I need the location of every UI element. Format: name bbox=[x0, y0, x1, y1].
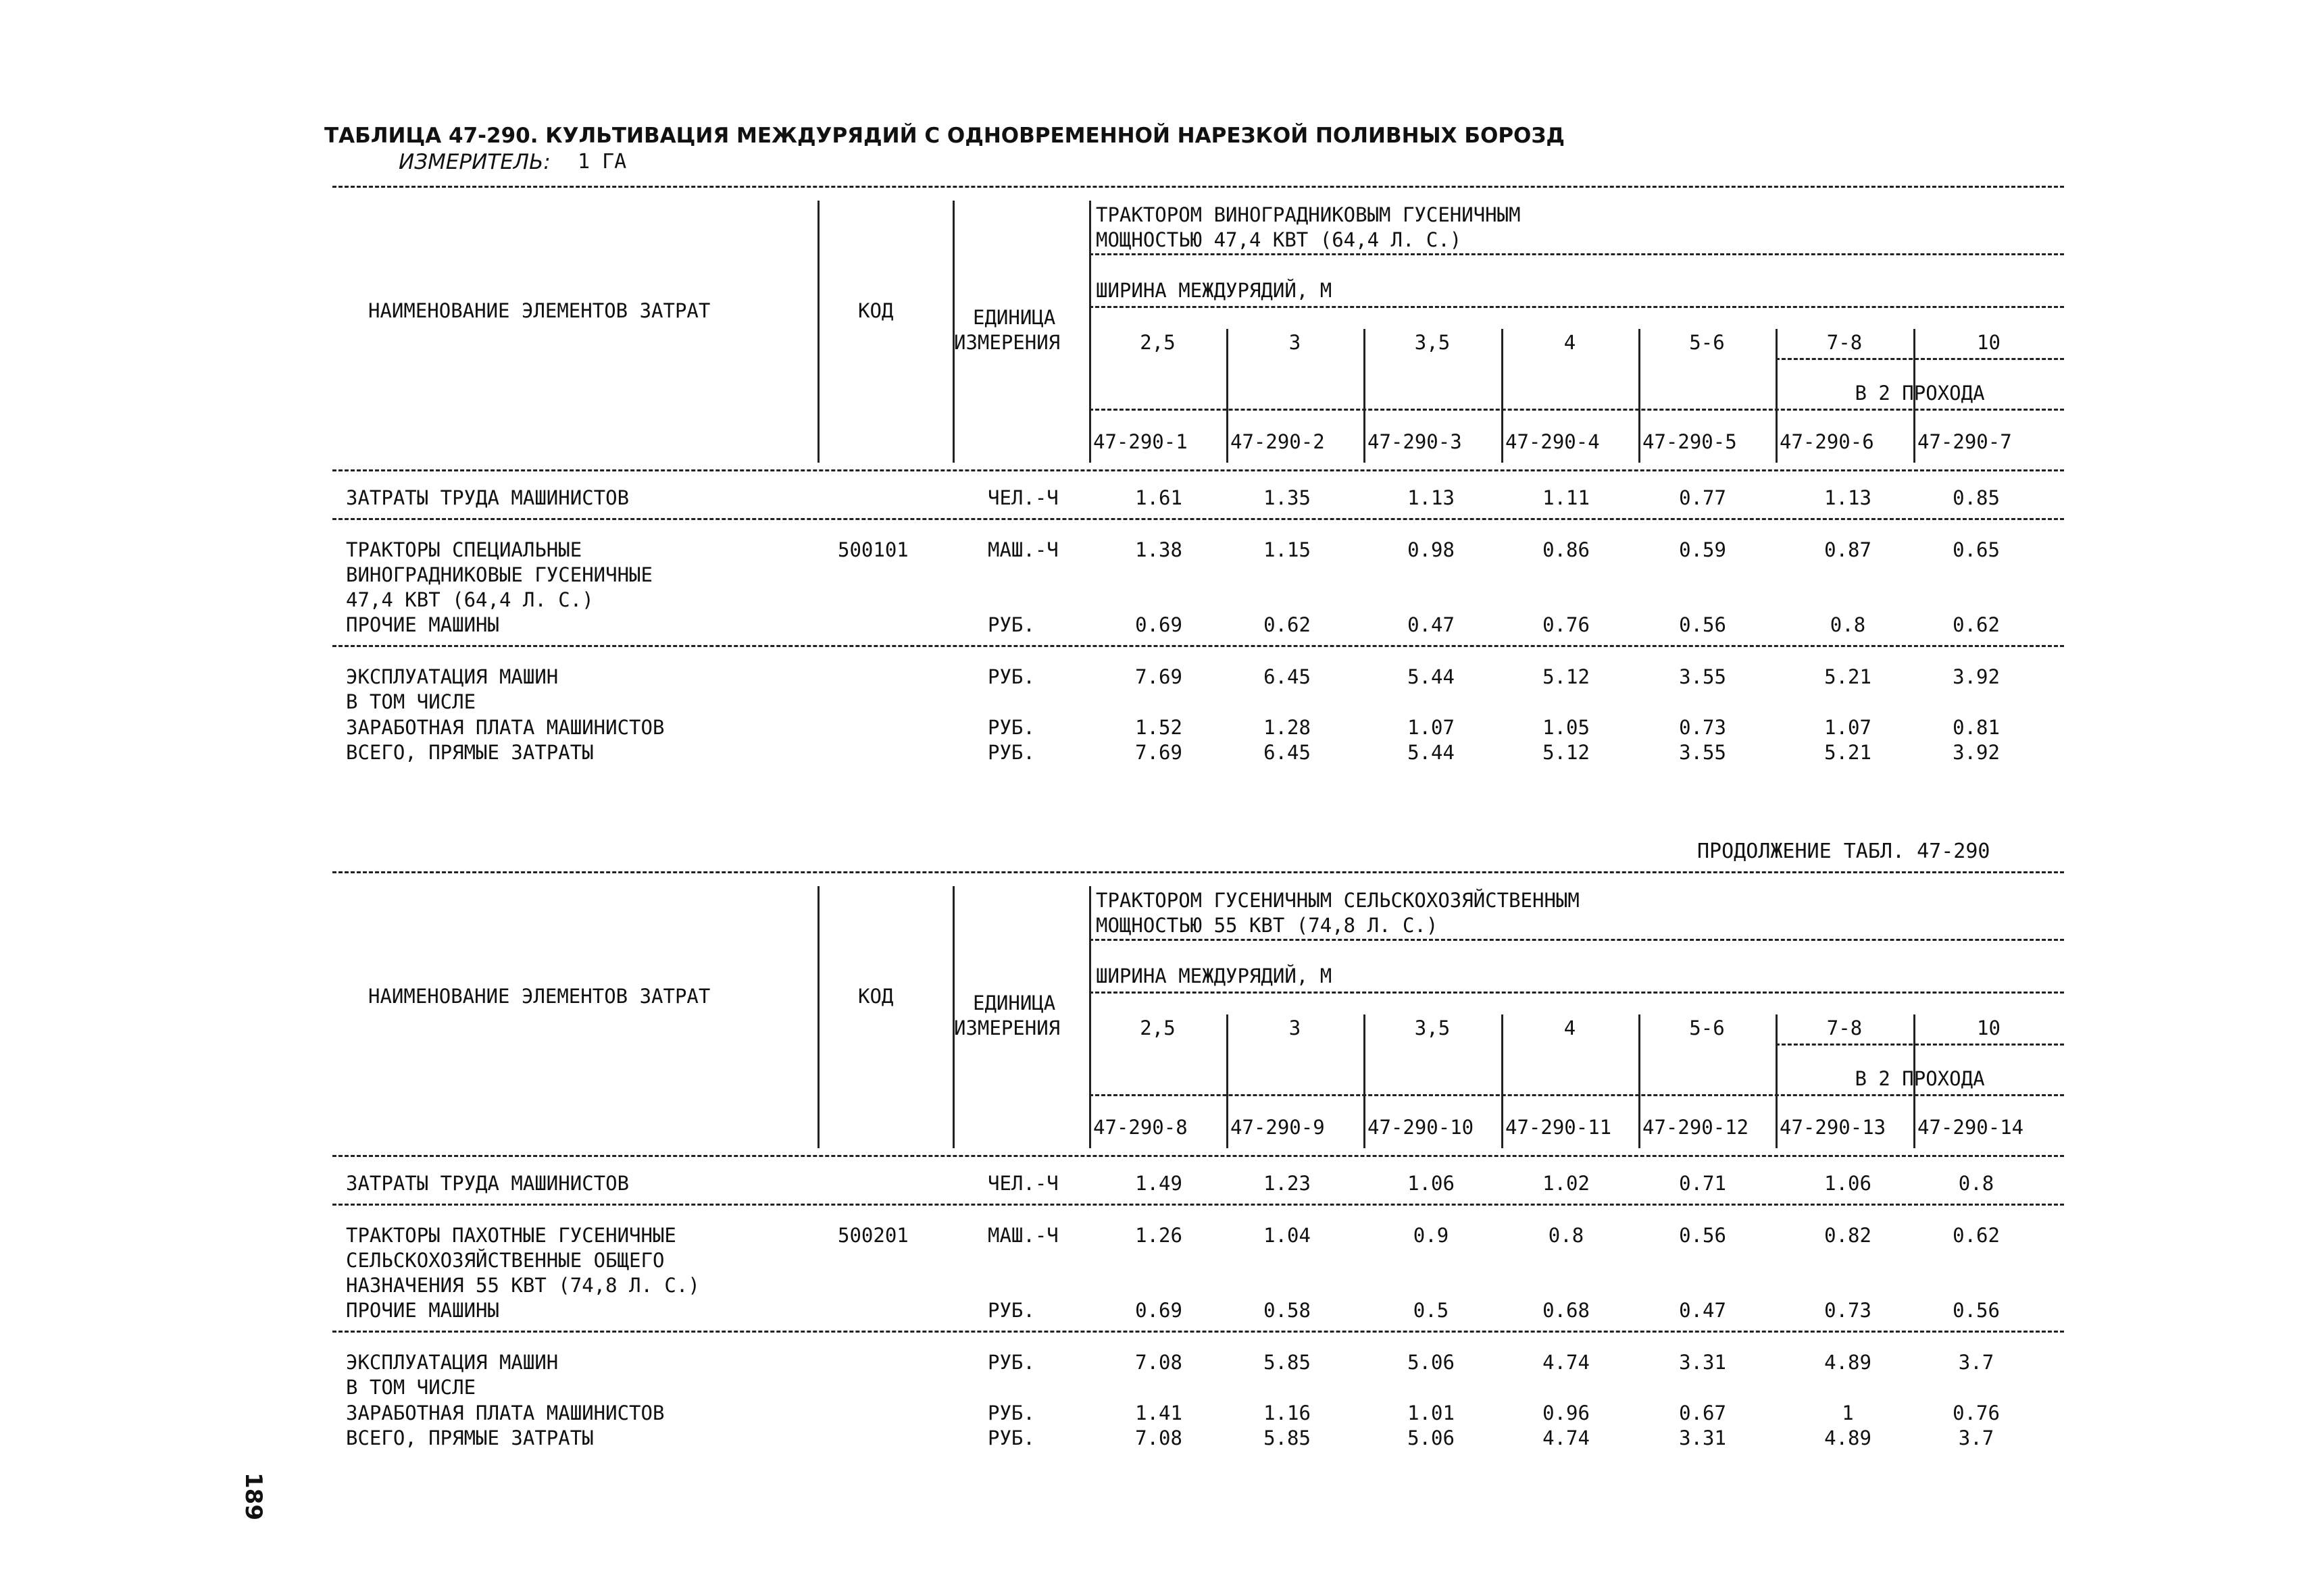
row-3-unit: РУБ. bbox=[988, 613, 1035, 636]
column-separator bbox=[1226, 1014, 1228, 1148]
code-5: 47-290-12 bbox=[1642, 1116, 1749, 1139]
tractor-title-line-1: ТРАКТОРОМ ГУСЕНИЧНЫМ СЕЛЬСКОХОЗЯЙСТВЕННЫМ bbox=[1096, 889, 1580, 912]
header-top-rule bbox=[332, 186, 2064, 188]
row-2-unit: МАШ.-Ч bbox=[988, 1224, 1059, 1247]
row-6-value-3: 5.44 bbox=[1407, 741, 1455, 764]
row-3-value-5: 0.47 bbox=[1679, 1299, 1726, 1322]
row-1-unit: ЧЕЛ.-Ч bbox=[988, 1172, 1059, 1195]
row-5-unit: РУБ. bbox=[988, 716, 1035, 739]
row-5-value-2: 1.16 bbox=[1263, 1401, 1311, 1424]
row-3-value-4: 0.68 bbox=[1542, 1299, 1590, 1322]
row-5-value-3: 1.07 bbox=[1407, 716, 1455, 739]
row-2-value-7: 0.62 bbox=[1953, 1224, 2000, 1247]
row-1-value-2: 1.23 bbox=[1263, 1172, 1311, 1195]
row-6-value-7: 3.7 bbox=[1958, 1426, 1994, 1449]
width-6: 7-8 bbox=[1826, 331, 1863, 354]
row-2-value-1: 1.38 bbox=[1135, 538, 1182, 561]
width-5: 5-6 bbox=[1689, 1016, 1725, 1039]
row-1-unit: ЧЕЛ.-Ч bbox=[988, 486, 1059, 509]
header-rule bbox=[1089, 306, 2064, 308]
row-4-name-line-1: ЭКСПЛУАТАЦИЯ МАШИН bbox=[346, 665, 559, 688]
row-2-value-1: 1.26 bbox=[1135, 1224, 1182, 1247]
row-5-value-6: 1 bbox=[1842, 1401, 1854, 1424]
row-6-name-line-1: ВСЕГО, ПРЯМЫЕ ЗАТРАТЫ bbox=[346, 741, 594, 764]
code-4: 47-290-11 bbox=[1505, 1116, 1612, 1139]
row-1-value-2: 1.35 bbox=[1263, 486, 1311, 509]
row-1-name-line-1: ЗАТРАТЫ ТРУДА МАШИНИСТОВ bbox=[346, 486, 630, 509]
row-6-value-5: 3.55 bbox=[1679, 741, 1726, 764]
row-4-value-3: 5.44 bbox=[1407, 665, 1455, 688]
column-name-header: НАИМЕНОВАНИЕ ЭЛЕМЕНТОВ ЗАТРАТ bbox=[368, 299, 711, 322]
row-3-value-5: 0.56 bbox=[1679, 613, 1726, 636]
page-number: 189 bbox=[240, 1472, 267, 1520]
row-4-value-7: 3.92 bbox=[1953, 665, 2000, 688]
header-bottom-rule bbox=[332, 469, 2064, 471]
header-rule bbox=[1776, 358, 2064, 360]
row-5-value-3: 1.01 bbox=[1407, 1401, 1455, 1424]
row-3-value-4: 0.76 bbox=[1542, 613, 1590, 636]
row-2-value-7: 0.65 bbox=[1953, 538, 2000, 561]
row-6-unit: РУБ. bbox=[988, 741, 1035, 764]
row-6-value-6: 5.21 bbox=[1824, 741, 1871, 764]
header-rule bbox=[1089, 992, 2064, 994]
row-5-unit: РУБ. bbox=[988, 1401, 1035, 1424]
code-3: 47-290-3 bbox=[1367, 430, 1462, 453]
row-rule bbox=[332, 1204, 2064, 1206]
row-4-value-6: 4.89 bbox=[1824, 1351, 1871, 1374]
row-1-value-3: 1.06 bbox=[1407, 1172, 1455, 1195]
column-separator bbox=[1638, 1014, 1640, 1148]
row-1-value-3: 1.13 bbox=[1407, 486, 1455, 509]
row-6-value-6: 4.89 bbox=[1824, 1426, 1871, 1449]
table-title: ТАБЛИЦА 47-290. КУЛЬТИВАЦИЯ МЕЖДУРЯДИЙ С ОДНОВРЕМЕННОЙ НАРЕЗКОЙ ПОЛИВНЫХ БОРОЗД bbox=[324, 124, 1565, 148]
code-5: 47-290-5 bbox=[1642, 430, 1737, 453]
row-5-name-line-1: ЗАРАБОТНАЯ ПЛАТА МАШИНИСТОВ bbox=[346, 1401, 665, 1424]
row-2-value-3: 0.98 bbox=[1407, 538, 1455, 561]
row-6-value-5: 3.31 bbox=[1679, 1426, 1726, 1449]
row-3-name-line-1: ПРОЧИЕ МАШИНЫ bbox=[346, 613, 499, 636]
header-rule bbox=[1089, 253, 2064, 255]
width-1: 2,5 bbox=[1140, 1016, 1176, 1039]
header-bottom-rule bbox=[332, 1155, 2064, 1157]
width-7: 10 bbox=[1977, 331, 2001, 354]
header-rule bbox=[1089, 939, 2064, 941]
row-6-value-4: 4.74 bbox=[1542, 1426, 1590, 1449]
row-1-value-1: 1.61 bbox=[1135, 486, 1182, 509]
row-3-value-1: 0.69 bbox=[1135, 1299, 1182, 1322]
column-code-header: КОД bbox=[858, 299, 894, 322]
row-1-value-1: 1.49 bbox=[1135, 1172, 1182, 1195]
row-2-unit: МАШ.-Ч bbox=[988, 538, 1059, 561]
row-6-value-3: 5.06 bbox=[1407, 1426, 1455, 1449]
row-4-value-5: 3.55 bbox=[1679, 665, 1726, 688]
header-rule bbox=[1089, 1094, 2064, 1096]
column-separator bbox=[1226, 329, 1228, 463]
column-separator bbox=[1501, 1014, 1503, 1148]
code-7: 47-290-7 bbox=[1917, 430, 2012, 453]
column-unit-header-2: ИЗМЕРЕНИЯ bbox=[954, 331, 1061, 354]
row-3-value-7: 0.62 bbox=[1953, 613, 2000, 636]
row-4-name-line-2: В ТОМ ЧИСЛЕ bbox=[346, 690, 476, 713]
row-5-value-2: 1.28 bbox=[1263, 716, 1311, 739]
width-2: 3 bbox=[1288, 1016, 1301, 1039]
width-label: ШИРИНА МЕЖДУРЯДИЙ, М bbox=[1096, 279, 1332, 302]
width-1: 2,5 bbox=[1140, 331, 1176, 354]
row-rule bbox=[332, 645, 2064, 647]
row-2-value-5: 0.56 bbox=[1679, 1224, 1726, 1247]
row-4-name-line-2: В ТОМ ЧИСЛЕ bbox=[346, 1376, 476, 1399]
row-2-value-3: 0.9 bbox=[1413, 1224, 1449, 1247]
row-6-name-line-1: ВСЕГО, ПРЯМЫЕ ЗАТРАТЫ bbox=[346, 1426, 594, 1449]
column-separator bbox=[1501, 329, 1503, 463]
row-6-value-2: 5.85 bbox=[1263, 1426, 1311, 1449]
unit-label: ИЗМЕРИТЕЛЬ: bbox=[399, 150, 551, 174]
row-1-name-line-1: ЗАТРАТЫ ТРУДА МАШИНИСТОВ bbox=[346, 1172, 630, 1195]
row-4-name-line-1: ЭКСПЛУАТАЦИЯ МАШИН bbox=[346, 1351, 559, 1374]
row-5-value-5: 0.67 bbox=[1679, 1401, 1726, 1424]
row-4-value-4: 4.74 bbox=[1542, 1351, 1590, 1374]
width-label: ШИРИНА МЕЖДУРЯДИЙ, М bbox=[1096, 964, 1332, 987]
width-7: 10 bbox=[1977, 1016, 2001, 1039]
continuation-label: ПРОДОЛЖЕНИЕ ТАБЛ. 47-290 bbox=[1697, 840, 1990, 863]
row-2-name-line-2: СЕЛЬСКОХОЗЯЙСТВЕННЫЕ ОБЩЕГО bbox=[346, 1249, 665, 1272]
row-2-name-line-3: 47,4 КВТ (64,4 Л. С.) bbox=[346, 588, 594, 611]
row-2-code: 500201 bbox=[838, 1224, 909, 1247]
column-code-header: КОД bbox=[858, 985, 894, 1008]
row-1-value-7: 0.8 bbox=[1958, 1172, 1994, 1195]
row-2-value-4: 0.86 bbox=[1542, 538, 1590, 561]
code-2: 47-290-9 bbox=[1230, 1116, 1325, 1139]
row-5-value-7: 0.76 bbox=[1953, 1401, 2000, 1424]
row-6-value-7: 3.92 bbox=[1953, 741, 2000, 764]
row-6-value-1: 7.08 bbox=[1135, 1426, 1182, 1449]
row-3-name-line-1: ПРОЧИЕ МАШИНЫ bbox=[346, 1299, 499, 1322]
row-3-value-3: 0.5 bbox=[1413, 1299, 1449, 1322]
row-5-value-1: 1.41 bbox=[1135, 1401, 1182, 1424]
row-6-unit: РУБ. bbox=[988, 1426, 1035, 1449]
tractor-title-line-2: МОЩНОСТЬЮ 55 КВТ (74,8 Л. С.) bbox=[1096, 914, 1438, 937]
row-2-value-6: 0.87 bbox=[1824, 538, 1871, 561]
row-2-value-2: 1.15 bbox=[1263, 538, 1311, 561]
row-rule bbox=[332, 1331, 2064, 1333]
header-rule bbox=[1776, 1044, 2064, 1046]
width-3: 3,5 bbox=[1414, 331, 1451, 354]
row-4-value-3: 5.06 bbox=[1407, 1351, 1455, 1374]
row-5-name-line-1: ЗАРАБОТНАЯ ПЛАТА МАШИНИСТОВ bbox=[346, 716, 665, 739]
row-1-value-6: 1.13 bbox=[1824, 486, 1871, 509]
column-unit-header-1: ЕДИНИЦА bbox=[973, 992, 1056, 1014]
row-5-value-4: 1.05 bbox=[1542, 716, 1590, 739]
row-6-value-1: 7.69 bbox=[1135, 741, 1182, 764]
width-3: 3,5 bbox=[1414, 1016, 1451, 1039]
row-2-name-line-1: ТРАКТОРЫ СПЕЦИАЛЬНЫЕ bbox=[346, 538, 582, 561]
row-2-value-4: 0.8 bbox=[1548, 1224, 1584, 1247]
row-2-name-line-3: НАЗНАЧЕНИЯ 55 КВТ (74,8 Л. С.) bbox=[346, 1274, 700, 1297]
row-5-value-5: 0.73 bbox=[1679, 716, 1726, 739]
two-pass-label: В 2 ПРОХОДА bbox=[1855, 1067, 1985, 1090]
header-top-rule bbox=[332, 871, 2064, 873]
row-5-value-4: 0.96 bbox=[1542, 1401, 1590, 1424]
row-4-value-1: 7.69 bbox=[1135, 665, 1182, 688]
row-4-value-4: 5.12 bbox=[1542, 665, 1590, 688]
row-4-value-2: 5.85 bbox=[1263, 1351, 1311, 1374]
row-3-value-1: 0.69 bbox=[1135, 613, 1182, 636]
code-6: 47-290-13 bbox=[1780, 1116, 1886, 1139]
row-3-value-3: 0.47 bbox=[1407, 613, 1455, 636]
column-separator bbox=[818, 886, 820, 1148]
width-6: 7-8 bbox=[1826, 1016, 1863, 1039]
column-separator bbox=[818, 201, 820, 463]
row-1-value-4: 1.02 bbox=[1542, 1172, 1590, 1195]
code-6: 47-290-6 bbox=[1780, 430, 1874, 453]
row-1-value-7: 0.85 bbox=[1953, 486, 2000, 509]
width-4: 4 bbox=[1563, 331, 1576, 354]
column-separator bbox=[1363, 1014, 1365, 1148]
code-2: 47-290-2 bbox=[1230, 430, 1325, 453]
row-5-value-7: 0.81 bbox=[1953, 716, 2000, 739]
code-3: 47-290-10 bbox=[1367, 1116, 1474, 1139]
tractor-title-line-2: МОЩНОСТЬЮ 47,4 КВТ (64,4 Л. С.) bbox=[1096, 228, 1462, 251]
row-4-value-5: 3.31 bbox=[1679, 1351, 1726, 1374]
row-1-value-4: 1.11 bbox=[1542, 486, 1590, 509]
width-5: 5-6 bbox=[1689, 331, 1725, 354]
width-4: 4 bbox=[1563, 1016, 1576, 1039]
row-2-value-6: 0.82 bbox=[1824, 1224, 1871, 1247]
row-3-unit: РУБ. bbox=[988, 1299, 1035, 1322]
two-pass-label: В 2 ПРОХОДА bbox=[1855, 382, 1985, 405]
code-1: 47-290-8 bbox=[1093, 1116, 1188, 1139]
row-6-value-4: 5.12 bbox=[1542, 741, 1590, 764]
row-4-unit: РУБ. bbox=[988, 1351, 1035, 1374]
row-2-name-line-1: ТРАКТОРЫ ПАХОТНЫЕ ГУСЕНИЧНЫЕ bbox=[346, 1224, 676, 1247]
row-3-value-2: 0.62 bbox=[1263, 613, 1311, 636]
header-rule bbox=[1089, 409, 2064, 411]
row-1-value-5: 0.71 bbox=[1679, 1172, 1726, 1195]
unit-value: 1 ГА bbox=[578, 150, 627, 174]
row-4-value-6: 5.21 bbox=[1824, 665, 1871, 688]
width-2: 3 bbox=[1288, 331, 1301, 354]
row-2-name-line-2: ВИНОГРАДНИКОВЫЕ ГУСЕНИЧНЫЕ bbox=[346, 563, 653, 586]
code-7: 47-290-14 bbox=[1917, 1116, 2024, 1139]
row-4-unit: РУБ. bbox=[988, 665, 1035, 688]
row-2-code: 500101 bbox=[838, 538, 909, 561]
row-4-value-7: 3.7 bbox=[1958, 1351, 1994, 1374]
column-unit-header-2: ИЗМЕРЕНИЯ bbox=[954, 1016, 1061, 1039]
row-1-value-5: 0.77 bbox=[1679, 486, 1726, 509]
row-2-value-5: 0.59 bbox=[1679, 538, 1726, 561]
row-2-value-2: 1.04 bbox=[1263, 1224, 1311, 1247]
row-3-value-2: 0.58 bbox=[1263, 1299, 1311, 1322]
column-name-header: НАИМЕНОВАНИЕ ЭЛЕМЕНТОВ ЗАТРАТ bbox=[368, 985, 711, 1008]
row-6-value-2: 6.45 bbox=[1263, 741, 1311, 764]
row-rule bbox=[332, 518, 2064, 520]
tractor-title-line-1: ТРАКТОРОМ ВИНОГРАДНИКОВЫМ ГУСЕНИЧНЫМ bbox=[1096, 203, 1521, 226]
row-1-value-6: 1.06 bbox=[1824, 1172, 1871, 1195]
column-unit-header-1: ЕДИНИЦА bbox=[973, 306, 1056, 329]
row-3-value-6: 0.73 bbox=[1824, 1299, 1871, 1322]
row-3-value-6: 0.8 bbox=[1830, 613, 1866, 636]
code-1: 47-290-1 bbox=[1093, 430, 1188, 453]
column-separator bbox=[1638, 329, 1640, 463]
row-4-value-1: 7.08 bbox=[1135, 1351, 1182, 1374]
row-5-value-6: 1.07 bbox=[1824, 716, 1871, 739]
code-4: 47-290-4 bbox=[1505, 430, 1600, 453]
row-5-value-1: 1.52 bbox=[1135, 716, 1182, 739]
row-3-value-7: 0.56 bbox=[1953, 1299, 2000, 1322]
column-separator bbox=[1363, 329, 1365, 463]
row-4-value-2: 6.45 bbox=[1263, 665, 1311, 688]
